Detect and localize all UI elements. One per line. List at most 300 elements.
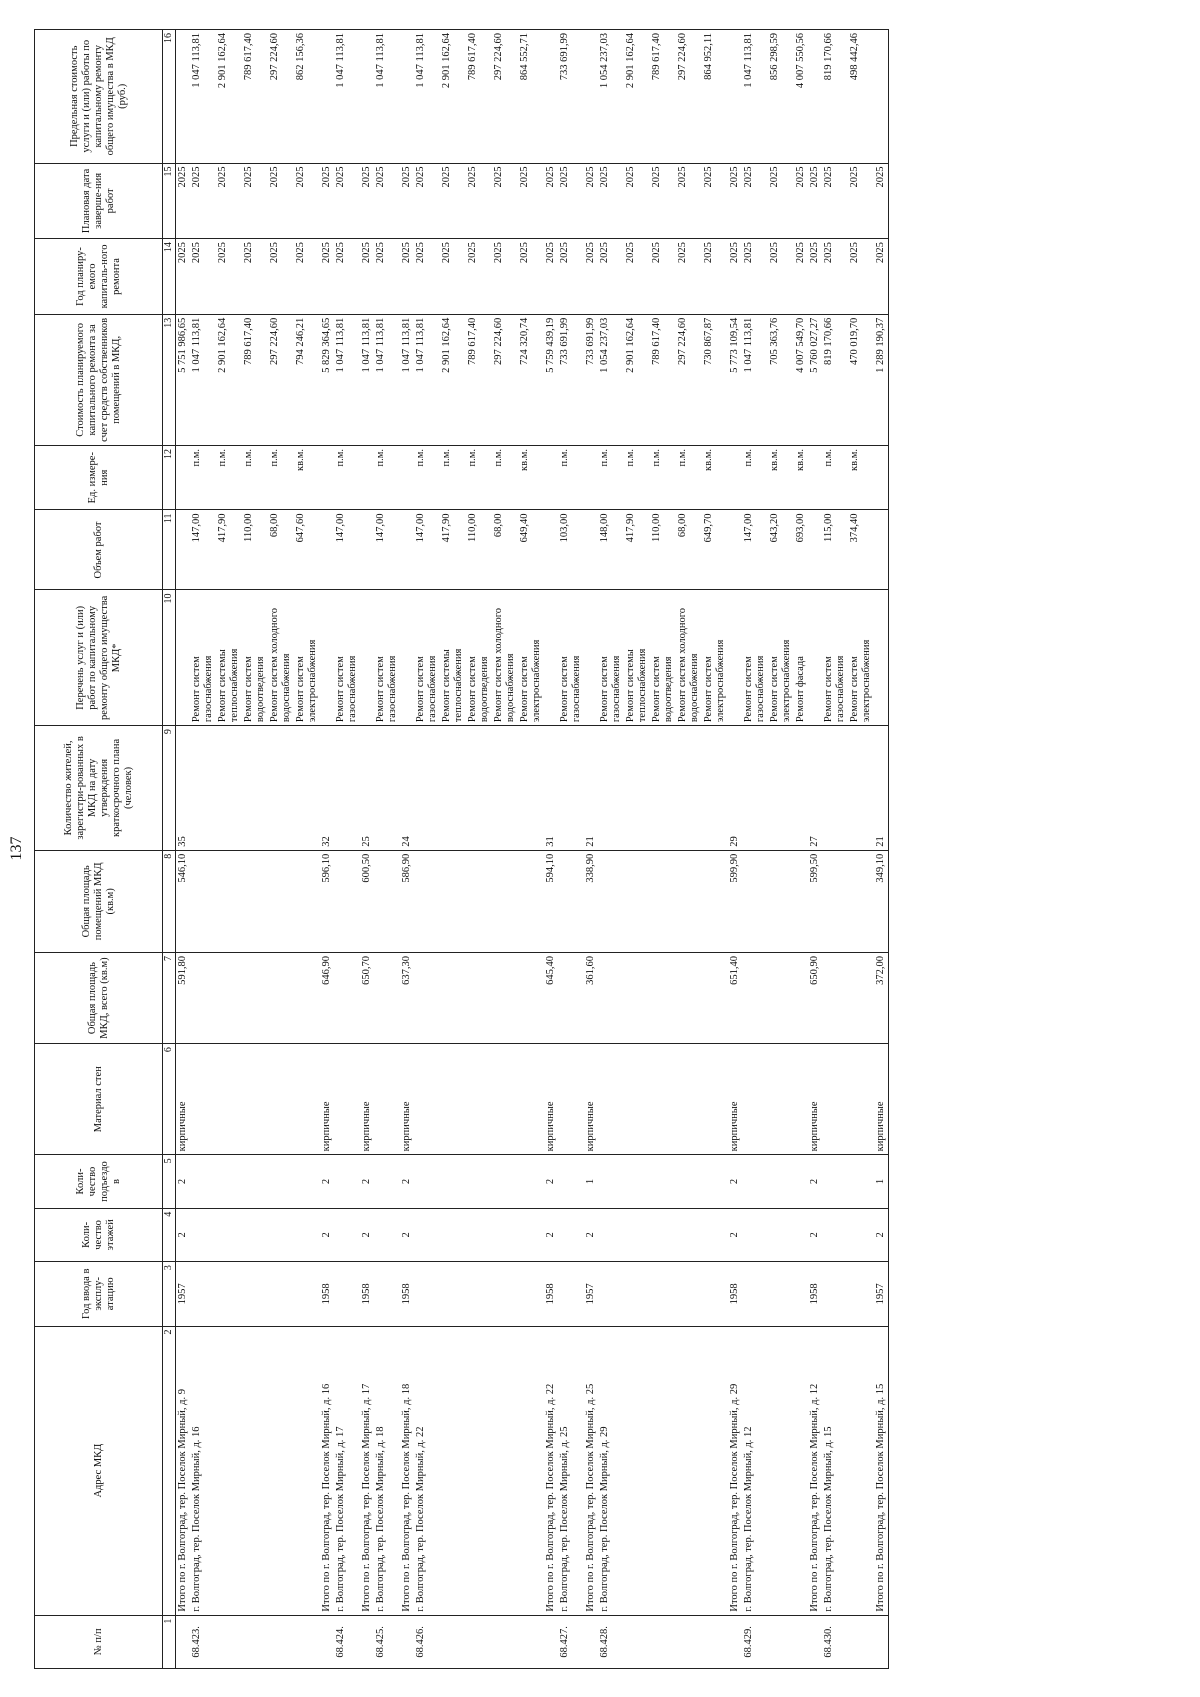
plan-date-cell: 2025 <box>176 163 191 239</box>
address-cell: г. Волгоград, тер. Поселок Мирный, д. 16 <box>190 1326 216 1615</box>
plan-date-cell: 2025 <box>334 163 360 239</box>
premises-area-cell <box>190 850 216 952</box>
column-number: 15 <box>163 163 176 239</box>
work-type-cell: Ремонт систем водоотведения <box>242 590 268 726</box>
table-row <box>294 30 320 1669</box>
plan-year-cell: 2025 <box>874 239 889 315</box>
year-cell <box>492 1262 518 1326</box>
plan-year-cell: 2025 <box>598 239 624 315</box>
row-number <box>268 1615 294 1668</box>
cost-cell: 297 224,60 <box>676 314 702 445</box>
plan-year-cell: 2025 <box>440 239 466 315</box>
year-cell <box>822 1262 848 1326</box>
year-cell <box>374 1262 400 1326</box>
table-row <box>822 30 848 1669</box>
year-cell <box>242 1262 268 1326</box>
limit-cost-cell <box>874 30 889 164</box>
limit-cost-cell <box>400 30 414 164</box>
volume-cell <box>320 510 334 590</box>
volume-cell: 147,00 <box>742 510 768 590</box>
volume-cell: 147,00 <box>334 510 360 590</box>
residents-cell <box>702 726 728 851</box>
plan-year-cell: 2025 <box>848 239 874 315</box>
work-type-cell: Ремонт систем газоснабжения <box>190 590 216 726</box>
column-number: 4 <box>163 1208 176 1261</box>
row-number <box>440 1615 466 1668</box>
cost-cell: 733 691,99 <box>558 314 584 445</box>
premises-area-cell: 338,90 <box>584 850 598 952</box>
volume-cell: 115,00 <box>822 510 848 590</box>
work-type-cell <box>874 590 889 726</box>
unit-cell: кв.м. <box>848 445 874 509</box>
column-number: 12 <box>163 445 176 509</box>
unit-cell: кв.м. <box>294 445 320 509</box>
header-cell: Год планиру-емого капиталь-ного ремонта <box>35 239 163 315</box>
table-row <box>650 30 676 1669</box>
total-area-cell: 650,70 <box>360 952 374 1043</box>
premises-area-cell <box>294 850 320 952</box>
cost-cell: 1 047 113,81 <box>414 314 440 445</box>
total-area-cell <box>518 952 544 1043</box>
residents-cell <box>768 726 794 851</box>
address-cell: Итого по г. Волгоград, тер. Поселок Мирный, д. 12 <box>808 1326 822 1615</box>
address-cell: г. Волгоград, тер. Поселок Мирный, д. 18 <box>374 1326 400 1615</box>
limit-cost-cell: 856 298,59 <box>768 30 794 164</box>
premises-area-cell <box>334 850 360 952</box>
unit-cell: п.м. <box>268 445 294 509</box>
column-number: 1 <box>163 1615 176 1668</box>
work-type-cell: Ремонт систем газоснабжения <box>414 590 440 726</box>
unit-cell: кв.м. <box>794 445 808 509</box>
work-type-cell: Ремонт систем газоснабжения <box>742 590 768 726</box>
plan-date-cell: 2025 <box>584 163 598 239</box>
table-row <box>794 30 808 1669</box>
entrances-cell <box>492 1155 518 1208</box>
total-area-cell <box>794 952 808 1043</box>
unit-cell <box>320 445 334 509</box>
total-area-cell <box>822 952 848 1043</box>
wall-material-cell <box>702 1044 728 1155</box>
premises-area-cell <box>676 850 702 952</box>
floors-cell <box>676 1208 702 1261</box>
unit-cell: п.м. <box>440 445 466 509</box>
limit-cost-cell: 862 156,36 <box>294 30 320 164</box>
total-area-cell <box>598 952 624 1043</box>
year-cell <box>624 1262 650 1326</box>
work-type-cell: Ремонт систем газоснабжения <box>334 590 360 726</box>
wall-material-cell <box>242 1044 268 1155</box>
plan-date-cell: 2025 <box>216 163 242 239</box>
total-area-cell <box>492 952 518 1043</box>
volume-cell: 649,40 <box>518 510 544 590</box>
plan-year-cell: 2025 <box>466 239 492 315</box>
work-type-cell: Ремонт систем газоснабжения <box>598 590 624 726</box>
entrances-cell: 2 <box>320 1155 334 1208</box>
year-cell: 1958 <box>728 1262 742 1326</box>
volume-cell <box>808 510 822 590</box>
limit-cost-cell <box>544 30 558 164</box>
entrances-cell <box>650 1155 676 1208</box>
limit-cost-cell <box>320 30 334 164</box>
year-cell: 1958 <box>544 1262 558 1326</box>
entrances-cell <box>466 1155 492 1208</box>
premises-area-cell <box>794 850 808 952</box>
volume-cell: 693,00 <box>794 510 808 590</box>
work-type-cell <box>360 590 374 726</box>
residents-cell: 35 <box>176 726 191 851</box>
limit-cost-cell: 498 442,46 <box>848 30 874 164</box>
plan-year-cell: 2025 <box>268 239 294 315</box>
entrances-cell <box>598 1155 624 1208</box>
residents-cell <box>294 726 320 851</box>
volume-cell <box>874 510 889 590</box>
total-area-cell: 361,60 <box>584 952 598 1043</box>
plan-year-cell: 2025 <box>676 239 702 315</box>
unit-cell: п.м. <box>414 445 440 509</box>
total-area-cell <box>334 952 360 1043</box>
wall-material-cell: кирпичные <box>874 1044 889 1155</box>
table-row <box>334 30 360 1669</box>
address-cell: г. Волгоград, тер. Поселок Мирный, д. 12 <box>742 1326 768 1615</box>
row-number <box>728 1615 742 1668</box>
entrances-cell <box>294 1155 320 1208</box>
unit-cell: кв.м. <box>702 445 728 509</box>
table-row <box>676 30 702 1669</box>
address-cell <box>466 1326 492 1615</box>
premises-area-cell <box>216 850 242 952</box>
total-row <box>320 30 334 1669</box>
total-row <box>808 30 822 1669</box>
wall-material-cell <box>822 1044 848 1155</box>
floors-cell <box>414 1208 440 1261</box>
plan-year-cell: 2025 <box>624 239 650 315</box>
floors-cell <box>558 1208 584 1261</box>
row-number <box>584 1615 598 1668</box>
cost-cell: 1 047 113,81 <box>374 314 400 445</box>
floors-cell <box>294 1208 320 1261</box>
residents-cell <box>268 726 294 851</box>
floors-cell <box>466 1208 492 1261</box>
plan-date-cell: 2025 <box>440 163 466 239</box>
address-cell <box>440 1326 466 1615</box>
residents-cell <box>492 726 518 851</box>
limit-cost-cell <box>584 30 598 164</box>
year-cell: 1957 <box>176 1262 191 1326</box>
cost-cell: 1 054 237,03 <box>598 314 624 445</box>
cost-cell: 1 047 113,81 <box>190 314 216 445</box>
wall-material-cell <box>374 1044 400 1155</box>
address-cell <box>848 1326 874 1615</box>
header-cell: Материал стен <box>35 1044 163 1155</box>
address-cell: Итого по г. Волгоград, тер. Поселок Мирный, д. 9 <box>176 1326 191 1615</box>
row-number <box>874 1615 889 1668</box>
floors-cell: 2 <box>320 1208 334 1261</box>
limit-cost-cell: 2 901 162,64 <box>624 30 650 164</box>
floors-cell: 2 <box>360 1208 374 1261</box>
volume-cell: 417,90 <box>624 510 650 590</box>
entrances-cell <box>414 1155 440 1208</box>
header-cell: Общая площадь помещений МКД (кв.м) <box>35 850 163 952</box>
header-cell: Адрес МКД <box>35 1326 163 1615</box>
total-area-cell <box>190 952 216 1043</box>
volume-cell: 647,60 <box>294 510 320 590</box>
work-type-cell: Ремонт систем холодного водоснабжения <box>268 590 294 726</box>
total-area-cell <box>414 952 440 1043</box>
entrances-cell: 2 <box>176 1155 191 1208</box>
premises-area-cell <box>440 850 466 952</box>
column-number: 6 <box>163 1044 176 1155</box>
cost-cell: 733 691,99 <box>584 314 598 445</box>
column-number: 14 <box>163 239 176 315</box>
total-area-cell <box>848 952 874 1043</box>
row-number <box>808 1615 822 1668</box>
limit-cost-cell: 1 054 237,03 <box>598 30 624 164</box>
year-cell <box>440 1262 466 1326</box>
cost-cell: 1 289 190,37 <box>874 314 889 445</box>
year-cell <box>190 1262 216 1326</box>
year-cell <box>268 1262 294 1326</box>
wall-material-cell <box>294 1044 320 1155</box>
premises-area-cell <box>624 850 650 952</box>
cost-cell: 789 617,40 <box>650 314 676 445</box>
plan-year-cell: 2025 <box>650 239 676 315</box>
floors-cell <box>624 1208 650 1261</box>
entrances-cell <box>822 1155 848 1208</box>
wall-material-cell: кирпичные <box>360 1044 374 1155</box>
wall-material-cell <box>268 1044 294 1155</box>
cost-cell: 730 867,87 <box>702 314 728 445</box>
total-area-cell <box>768 952 794 1043</box>
plan-year-cell: 2025 <box>294 239 320 315</box>
wall-material-cell <box>624 1044 650 1155</box>
cost-cell: 794 246,21 <box>294 314 320 445</box>
plan-year-cell: 2025 <box>242 239 268 315</box>
floors-cell: 2 <box>584 1208 598 1261</box>
unit-cell: п.м. <box>558 445 584 509</box>
unit-cell: кв.м. <box>518 445 544 509</box>
row-number: 68.428. <box>598 1615 624 1668</box>
plan-date-cell: 2025 <box>242 163 268 239</box>
header-cell: Объем работ <box>35 510 163 590</box>
total-area-cell <box>294 952 320 1043</box>
address-cell: Итого по г. Волгоград, тер. Поселок Мирный, д. 25 <box>584 1326 598 1615</box>
total-area-cell: 650,90 <box>808 952 822 1043</box>
residents-cell <box>676 726 702 851</box>
unit-cell <box>176 445 191 509</box>
unit-cell: кв.м. <box>768 445 794 509</box>
wall-material-cell <box>742 1044 768 1155</box>
floors-cell <box>268 1208 294 1261</box>
year-cell <box>414 1262 440 1326</box>
cost-cell: 1 047 113,81 <box>334 314 360 445</box>
floors-cell <box>702 1208 728 1261</box>
row-number <box>320 1615 334 1668</box>
work-type-cell: Ремонт системы теплоснабжения <box>624 590 650 726</box>
plan-date-cell: 2025 <box>650 163 676 239</box>
row-number <box>794 1615 808 1668</box>
column-number: 11 <box>163 510 176 590</box>
entrances-cell <box>558 1155 584 1208</box>
volume-cell: 417,90 <box>440 510 466 590</box>
table-row <box>624 30 650 1669</box>
cost-cell: 5 759 439,19 <box>544 314 558 445</box>
wall-material-cell: кирпичные <box>584 1044 598 1155</box>
wall-material-cell: кирпичные <box>400 1044 414 1155</box>
header-cell: Количество жителей, зарегистри-рованных в МКД на дату утверждения краткосрочного плана (человек) <box>35 726 163 851</box>
residents-cell: 29 <box>728 726 742 851</box>
unit-cell: п.м. <box>822 445 848 509</box>
cost-cell: 789 617,40 <box>242 314 268 445</box>
floors-cell <box>650 1208 676 1261</box>
volume-cell: 110,00 <box>650 510 676 590</box>
floors-cell <box>334 1208 360 1261</box>
table-row <box>242 30 268 1669</box>
cost-cell: 297 224,60 <box>268 314 294 445</box>
floors-cell <box>742 1208 768 1261</box>
total-area-cell <box>558 952 584 1043</box>
premises-area-cell: 600,50 <box>360 850 374 952</box>
table-body <box>176 30 889 1669</box>
volume-cell: 643,20 <box>768 510 794 590</box>
row-number <box>702 1615 728 1668</box>
limit-cost-cell: 297 224,60 <box>676 30 702 164</box>
work-type-cell <box>544 590 558 726</box>
entrances-cell: 2 <box>728 1155 742 1208</box>
premises-area-cell <box>518 850 544 952</box>
residents-cell <box>216 726 242 851</box>
plan-date-cell: 2025 <box>728 163 742 239</box>
floors-cell: 2 <box>176 1208 191 1261</box>
volume-cell: 110,00 <box>466 510 492 590</box>
table-row <box>216 30 242 1669</box>
plan-year-cell: 2025 <box>728 239 742 315</box>
entrances-cell <box>518 1155 544 1208</box>
plan-date-cell: 2025 <box>598 163 624 239</box>
row-number <box>848 1615 874 1668</box>
unit-cell: п.м. <box>242 445 268 509</box>
address-cell <box>518 1326 544 1615</box>
address-cell <box>650 1326 676 1615</box>
plan-date-cell: 2025 <box>466 163 492 239</box>
year-cell: 1958 <box>360 1262 374 1326</box>
table-row <box>768 30 794 1669</box>
wall-material-cell: кирпичные <box>320 1044 334 1155</box>
plan-year-cell: 2025 <box>768 239 794 315</box>
limit-cost-cell: 2 901 162,64 <box>440 30 466 164</box>
row-number: 68.429. <box>742 1615 768 1668</box>
unit-cell: п.м. <box>676 445 702 509</box>
row-number <box>518 1615 544 1668</box>
total-area-cell: 637,30 <box>400 952 414 1043</box>
wall-material-cell <box>466 1044 492 1155</box>
address-cell <box>216 1326 242 1615</box>
row-number <box>624 1615 650 1668</box>
column-number: 16 <box>163 30 176 164</box>
plan-year-cell: 2025 <box>374 239 400 315</box>
residents-cell: 25 <box>360 726 374 851</box>
work-type-cell: Ремонт систем электроснабжения <box>294 590 320 726</box>
limit-cost-cell: 789 617,40 <box>466 30 492 164</box>
unit-cell: п.м. <box>466 445 492 509</box>
residents-cell <box>558 726 584 851</box>
entrances-cell: 2 <box>544 1155 558 1208</box>
wall-material-cell: кирпичные <box>544 1044 558 1155</box>
header-cell: Стоимость планируемого капитального ремонта за счет средств собственников помещений в МКД, <box>35 314 163 445</box>
limit-cost-cell: 297 224,60 <box>268 30 294 164</box>
work-type-cell: Ремонт систем газоснабжения <box>558 590 584 726</box>
entrances-cell: 2 <box>400 1155 414 1208</box>
entrances-cell <box>624 1155 650 1208</box>
address-cell <box>702 1326 728 1615</box>
wall-material-cell: кирпичные <box>176 1044 191 1155</box>
row-number <box>294 1615 320 1668</box>
floors-cell <box>440 1208 466 1261</box>
plan-date-cell: 2025 <box>822 163 848 239</box>
row-number: 68.427. <box>558 1615 584 1668</box>
work-type-cell: Ремонт систем холодного водоснабжения <box>492 590 518 726</box>
plan-date-cell: 2025 <box>794 163 808 239</box>
total-area-cell <box>374 952 400 1043</box>
column-number: 8 <box>163 850 176 952</box>
plan-year-cell: 2025 <box>544 239 558 315</box>
volume-cell <box>360 510 374 590</box>
residents-cell <box>742 726 768 851</box>
year-cell <box>650 1262 676 1326</box>
row-number <box>242 1615 268 1668</box>
header-cell: Предельная стоимость услуги и (или) работы по капитальному ремонту общего имущества в МКД (руб.) <box>35 30 163 164</box>
row-number <box>400 1615 414 1668</box>
column-number: 5 <box>163 1155 176 1208</box>
unit-cell: п.м. <box>334 445 360 509</box>
unit-cell <box>584 445 598 509</box>
work-type-cell: Ремонт систем электроснабжения <box>848 590 874 726</box>
floors-cell <box>518 1208 544 1261</box>
work-type-cell: Ремонт систем холодного водоснабжения <box>676 590 702 726</box>
wall-material-cell <box>414 1044 440 1155</box>
entrances-cell: 1 <box>584 1155 598 1208</box>
total-area-cell <box>650 952 676 1043</box>
plan-date-cell: 2025 <box>320 163 334 239</box>
premises-area-cell <box>848 850 874 952</box>
residents-cell <box>466 726 492 851</box>
plan-date-cell: 2025 <box>676 163 702 239</box>
wall-material-cell: кирпичные <box>728 1044 742 1155</box>
limit-cost-cell <box>808 30 822 164</box>
table-row <box>492 30 518 1669</box>
volume-cell: 148,00 <box>598 510 624 590</box>
floors-cell <box>216 1208 242 1261</box>
cost-cell: 2 901 162,64 <box>624 314 650 445</box>
unit-cell: п.м. <box>216 445 242 509</box>
floors-cell <box>242 1208 268 1261</box>
wall-material-cell <box>492 1044 518 1155</box>
total-area-cell <box>268 952 294 1043</box>
cost-cell: 789 617,40 <box>466 314 492 445</box>
floors-cell: 2 <box>400 1208 414 1261</box>
work-type-cell <box>584 590 598 726</box>
address-cell: г. Волгоград, тер. Поселок Мирный, д. 15 <box>822 1326 848 1615</box>
header-cell: Год ввода в эксплу-атацию <box>35 1262 163 1326</box>
volume-cell <box>584 510 598 590</box>
residents-cell <box>414 726 440 851</box>
premises-area-cell <box>414 850 440 952</box>
table-row <box>466 30 492 1669</box>
work-type-cell: Ремонт систем электроснабжения <box>518 590 544 726</box>
address-cell: Итого по г. Волгоград, тер. Поселок Мирный, д. 16 <box>320 1326 334 1615</box>
year-cell <box>334 1262 360 1326</box>
entrances-cell <box>440 1155 466 1208</box>
plan-year-cell: 2025 <box>558 239 584 315</box>
